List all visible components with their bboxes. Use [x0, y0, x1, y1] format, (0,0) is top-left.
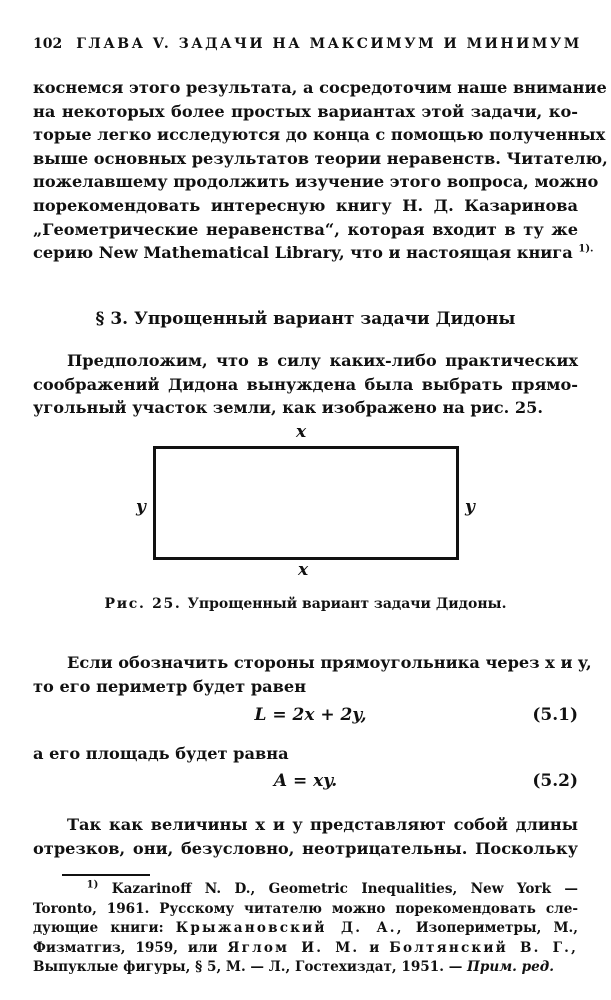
author-name: Болтянский В. Г., — [389, 939, 578, 956]
section-paragraph — [33, 349, 578, 420]
text-line — [33, 241, 594, 265]
section-title: § 3. Упрощенный вариант задачи Дидоны — [95, 309, 516, 329]
formula-number: (5.1) — [532, 705, 578, 725]
text-line: соображений Дидона вынуждена была выбрать прямо- — [33, 374, 578, 394]
footnote-line — [33, 919, 578, 939]
text-line: Если обозначить стороны прямоугольника через x и y, — [67, 653, 592, 672]
footnote-line — [33, 880, 578, 900]
caption-prefix: Рис. 25. — [104, 596, 182, 612]
text-line: отрезков, они, безусловно, неотрицательны. Поскольку — [33, 838, 578, 858]
caption-text: Упрощенный вариант задачи Дидоны. — [187, 596, 507, 612]
text-line: пожелавшему продолжить изучение этого вопроса, можно — [33, 172, 599, 192]
footnote-text: дующие книги: — [33, 920, 164, 937]
footnote-marker: 1) — [86, 879, 99, 891]
closing-paragraph — [33, 813, 578, 860]
footnote — [33, 880, 578, 978]
text-line-content: серию New Mathematical Library, что и настоящая книга — [33, 243, 573, 263]
perimeter-paragraph — [33, 651, 592, 698]
side-label-bottom: x — [298, 560, 309, 580]
text-line: Так как величины x и y представляют собой длины — [67, 815, 578, 834]
footnote-text: и — [369, 939, 380, 956]
running-title: ГЛАВА V. ЗАДАЧИ НА МАКСИМУМ И МИНИМУМ — [76, 36, 582, 52]
footnote-line — [33, 939, 578, 959]
footnote-text: Выпуклые фигуры, § 5, М. — Л., Гостехиздат, 1951. — — [33, 959, 463, 976]
figure-rectangle-diagram — [130, 422, 490, 587]
text-line: Предположим, что в силу каких-либо практических — [67, 351, 578, 370]
formula-expression: L = 2x + 2y, — [254, 705, 367, 725]
text-line: на некоторых более простых вариантах этой задачи, ко- — [33, 101, 578, 121]
text-line: „Геометрические неравенства“, которая входит в ту же — [33, 219, 578, 239]
figure-caption — [33, 596, 578, 612]
editor-note: Прим. ред. — [467, 959, 554, 976]
footnote-text: Изопериметры, М., — [415, 920, 579, 937]
author-name: Яглом И. М. — [227, 939, 360, 956]
footnote-line: Toronto, 1961. Русскому читателю можно порекомендовать сле- — [33, 900, 578, 917]
text-line: выше основных результатов теории неравенств. Читателю, — [33, 148, 608, 168]
text-line: а его площадь будет равна — [33, 744, 289, 763]
running-header — [33, 36, 582, 52]
footnote-text: Kazarinoff N. D., Geometric Inequalities, New York — — [111, 881, 578, 897]
text-line: порекомендовать интересную книгу Н. Д. Казаринова — [33, 195, 578, 215]
intro-paragraph — [33, 76, 608, 265]
side-label-top: x — [296, 422, 307, 442]
formula-number: (5.2) — [532, 771, 578, 791]
footnote-reference[interactable]: 1). — [578, 243, 594, 255]
text-line: торые легко исследуются до конца с помощью полученных — [33, 125, 606, 145]
formula-perimeter — [33, 705, 578, 733]
footnote-line — [33, 958, 578, 978]
text-line: коснемся этого результата, а сосредоточим наше внимание — [33, 78, 607, 97]
side-label-left: y — [136, 497, 146, 517]
area-intro — [33, 742, 578, 766]
footnote-text: Физматгиз, 1959, или — [33, 939, 218, 956]
page-number: 102 — [33, 36, 63, 52]
formula-expression: A = xy. — [273, 771, 338, 791]
footnote-divider — [62, 874, 150, 876]
text-line: угольный участок земли, как изображено на рис. 25. — [33, 398, 544, 418]
text-line: то его периметр будет равен — [33, 676, 307, 696]
formula-area — [33, 771, 578, 799]
author-name: Крыжановский Д. А., — [175, 920, 404, 937]
rectangle-shape — [153, 446, 459, 560]
side-label-right: y — [465, 497, 475, 517]
